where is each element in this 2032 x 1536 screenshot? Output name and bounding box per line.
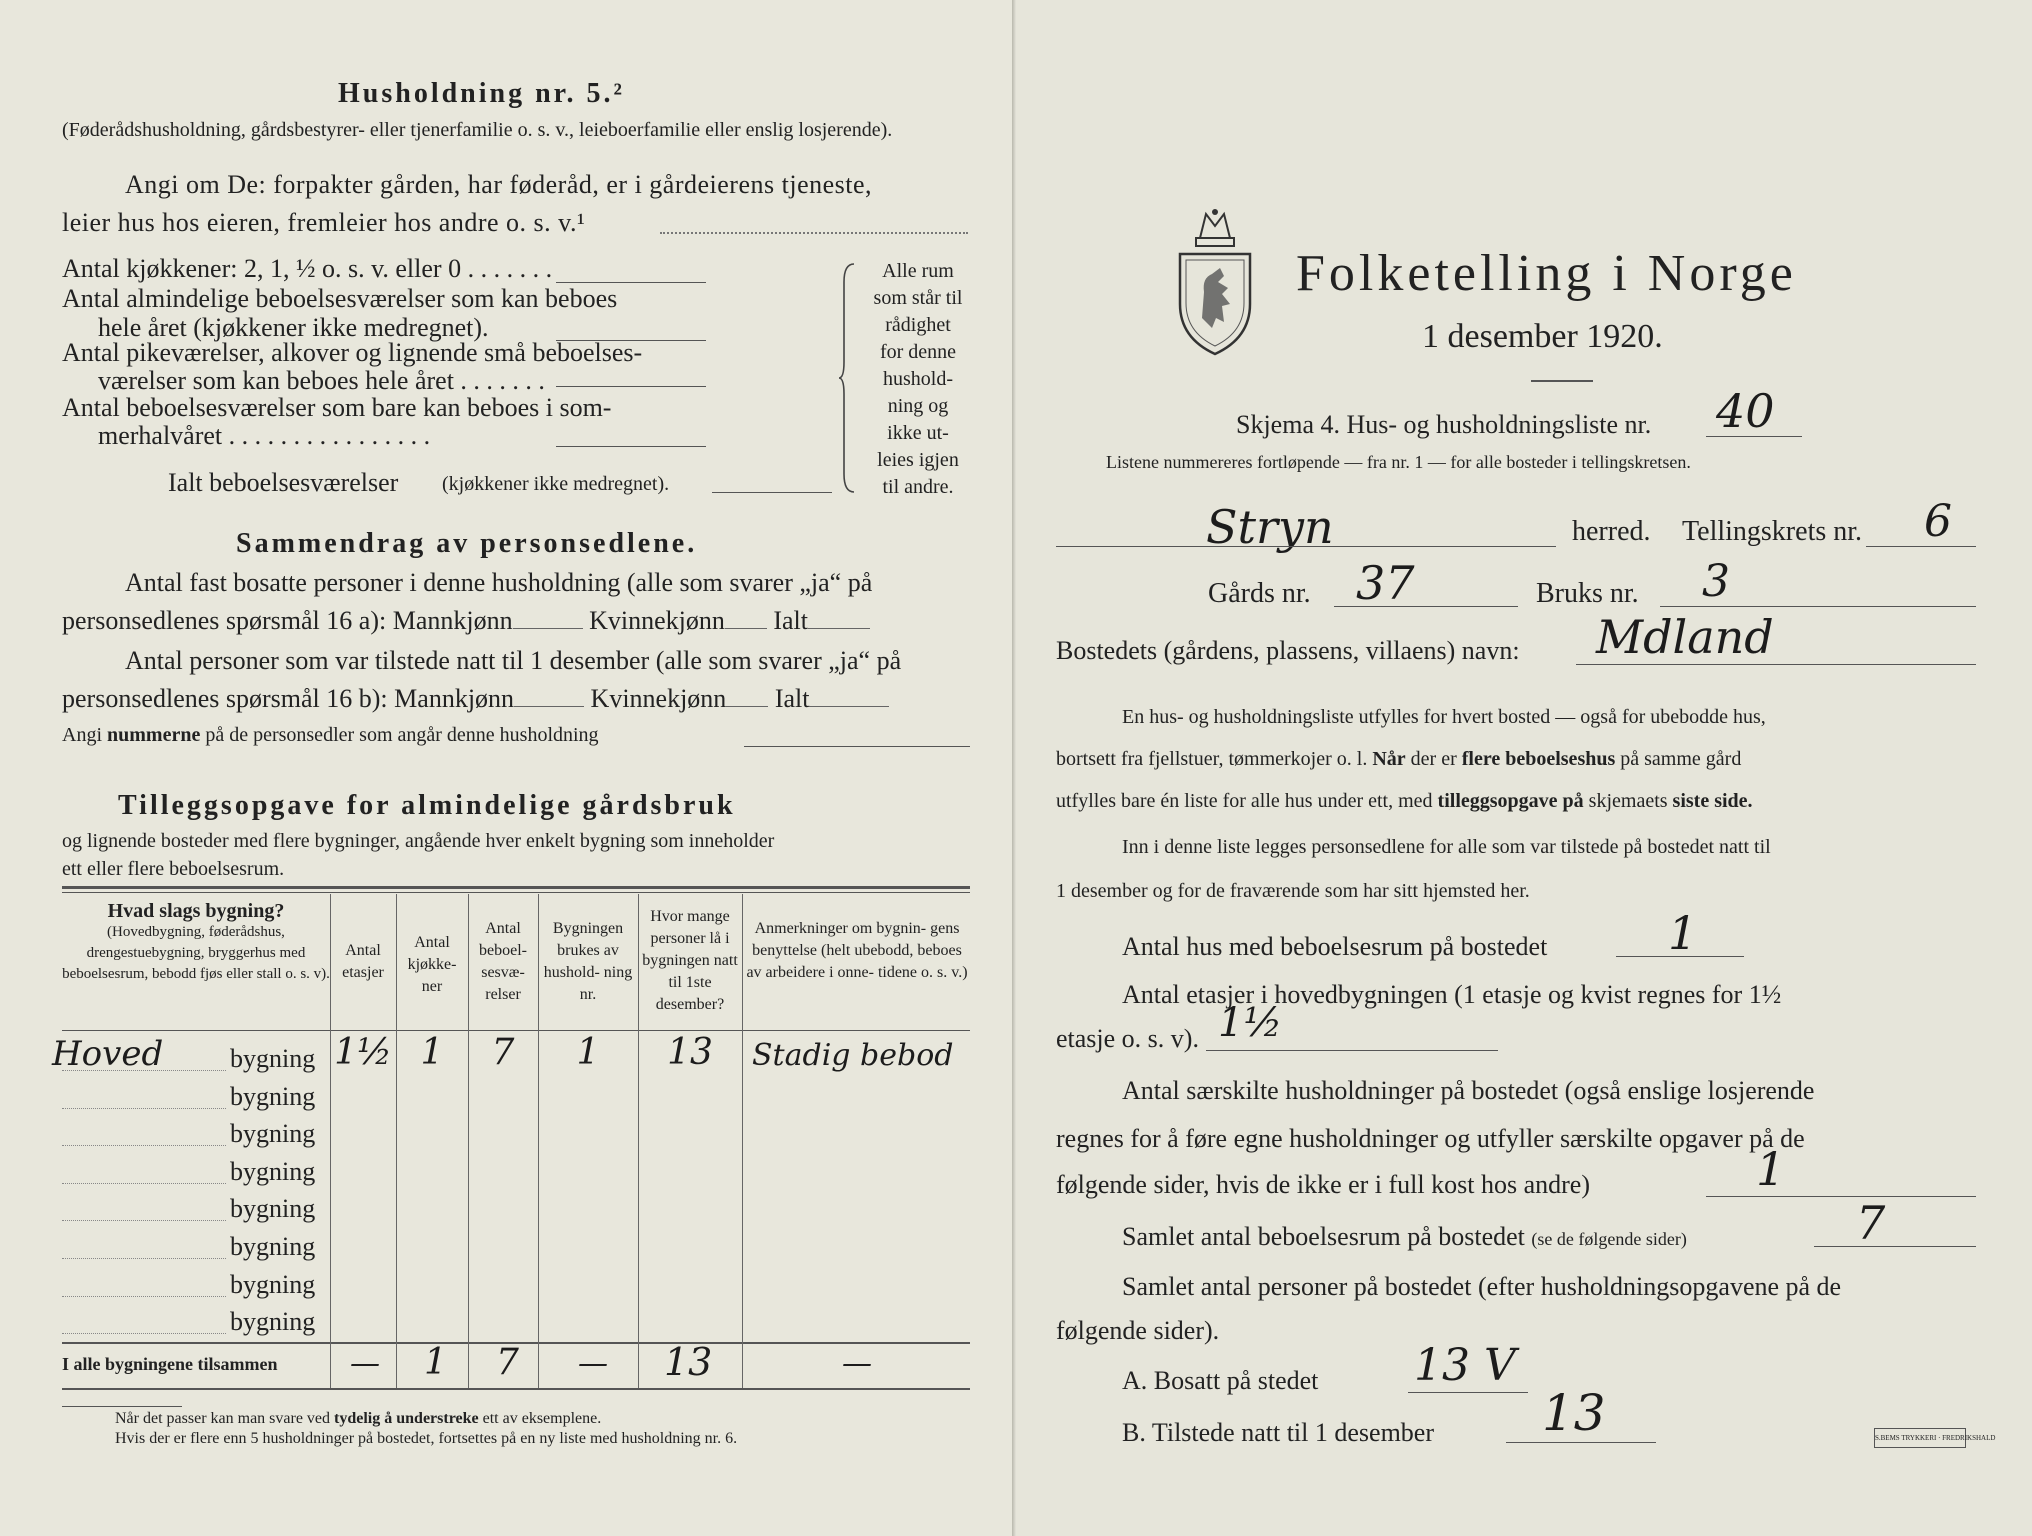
col-header-building-title: Hvad slags bygning?	[107, 900, 285, 922]
table-header-rule	[62, 1030, 970, 1031]
row-fill-line	[62, 1070, 226, 1071]
brace-icon	[838, 262, 860, 494]
instr-3-mid: skjemaets	[1583, 790, 1673, 812]
col-header-kitchens: Antal kjøkke- ner	[407, 934, 457, 995]
row-fill-line	[62, 1183, 226, 1184]
herred-value: Stryn	[1206, 500, 1334, 554]
instruction-2	[1056, 748, 1741, 771]
rooms-total-note: (kjøkkener ikke medregnet).	[442, 473, 670, 495]
footnote-1-post: ett av eksemplene.	[478, 1410, 602, 1427]
footnote-1	[115, 1410, 601, 1428]
answer-line	[1616, 956, 1744, 957]
summary-p1b-label: personsedlenes spørsmål 16 a): Mannkjønn	[62, 606, 513, 635]
row-suffix: bygning	[230, 1307, 316, 1337]
schema-number: 40	[1716, 384, 1775, 438]
side-note-line: ning og	[887, 395, 949, 417]
answer-line	[1506, 1442, 1656, 1443]
numbers-post: på de personsedler som angår denne husholdning	[200, 724, 599, 746]
row-cell: 7	[491, 1032, 515, 1073]
supplement-text-2: ett eller flere beboelsesrum.	[62, 858, 285, 880]
persons-line-1: Samlet antal personer på bostedet (efter husholdningsopgavene på de	[1122, 1272, 1842, 1301]
col-header-remarks: Anmerkninger om bygnin- gens benyttelse (helt ubebodd, beboes av arbeidere i onne- tidene o. s. v.)	[746, 920, 968, 981]
instr-2-pre: bortsett fra fjellstuer, tømmerkojer o. l.	[1056, 748, 1373, 770]
table-row	[0, 1032, 1016, 1078]
rooms-kitchens: Antal kjøkkener: 2, 1, ½ o. s. v. eller 0 . . . . . . .	[62, 254, 553, 283]
households-value: 1	[1756, 1142, 1786, 1196]
side-note-line: som står til	[873, 287, 963, 309]
row-suffix: bygning	[230, 1156, 316, 1186]
households-line-2: regnes for å føre egne husholdninger og utfyller særskilte opgaver på de	[1056, 1124, 1805, 1153]
herred-label: herred.	[1572, 516, 1651, 547]
col-header-household: Bygningen brukes av hushold- ning nr.	[543, 920, 633, 1003]
place-label: Bostedets (gårdens, plassens, villaens) navn:	[1056, 636, 1520, 665]
households-line-3: følgende sider, hvis de ikke er i full kost hos andre)	[1056, 1170, 1590, 1199]
rooms-summer-1: Antal beboelsesværelser som bare kan beboes i som-	[62, 393, 612, 422]
census-title: Folketelling i Norge	[1296, 245, 1797, 302]
row-suffix: bygning	[230, 1269, 316, 1299]
answer-line	[712, 492, 832, 493]
rooms-small-2: værelser som kan beboes hele året . . . . . . .	[98, 366, 545, 395]
right-page	[1016, 0, 2032, 1536]
summary-female-label: Kvinnekjønn	[589, 606, 725, 635]
row-suffix: bygning	[230, 1044, 316, 1073]
col-header-persons: Hvor mange personer lå i bygningen natt til 1ste desember?	[642, 908, 738, 1013]
footnote-1-bold: tydelig å understreke	[334, 1410, 479, 1427]
table-top-rule	[62, 886, 970, 889]
side-note-line: rådighet	[885, 314, 951, 336]
question-line-1: Angi om De: forpakter gården, har føderåd, er i gårdeierens tjeneste,	[125, 170, 873, 199]
row-suffix: bygning	[230, 1194, 316, 1224]
floors-line-1: Antal etasjer i hovedbygningen (1 etasje og kvist regnes for 1½	[1122, 980, 1782, 1009]
rooms-small-1: Antal pikeværelser, alkover og lignende små beboelses-	[62, 338, 643, 367]
total-persons: 13	[664, 1340, 713, 1384]
instruction-5: 1 desember og for de fraværende som har sitt hjemsted her.	[1056, 880, 1530, 902]
side-note-line: leies igjen	[877, 449, 959, 471]
building-name: Hoved	[52, 1034, 164, 1074]
footnote-1-pre: Når det passer kan man svare ved	[115, 1410, 335, 1427]
summary-heading: Sammendrag av personsedlene.	[236, 528, 698, 559]
total-rooms-text: Samlet antal beboelsesrum på bostedet	[1122, 1222, 1525, 1251]
answer-line	[1334, 606, 1518, 607]
total-kitchens: 1	[424, 1342, 447, 1383]
households-line-1: Antal særskilte husholdninger på bostedet (også enslige losjerende	[1122, 1076, 1815, 1105]
table-row	[0, 1115, 1016, 1153]
instruction-1: En hus- og husholdningsliste utfylles for hvert bosted — også for ubebodde hus,	[1122, 706, 1766, 728]
row-cell: 1	[576, 1032, 600, 1073]
rooms-ordinary-1: Antal almindelige beboelsesværelser som kan beboes	[62, 284, 618, 313]
answer-line	[1706, 1196, 1976, 1197]
resident-value: 13 V	[1414, 1340, 1516, 1391]
instruction-3	[1056, 790, 1753, 813]
side-note-line: for denne	[879, 341, 957, 363]
col-header-floors: Antal etasjer	[342, 942, 384, 981]
floors-line-2: etasje o. s. v).	[1056, 1024, 1199, 1053]
row-fill-line	[62, 1145, 226, 1146]
answer-line	[556, 386, 706, 387]
summary-p2a: Antal personer som var tilstede natt til 1 desember (alle som svarer „ja“ på	[125, 646, 902, 675]
schema-label: Skjema 4. Hus- og husholdningsliste nr.	[1236, 410, 1652, 439]
answer-line	[744, 746, 970, 747]
answer-line	[1056, 546, 1556, 547]
rooms-total-label: Ialt beboelsesværelser	[168, 468, 399, 497]
place-value: Mdland	[1596, 610, 1774, 664]
row-suffix: bygning	[230, 1232, 316, 1261]
answer-line	[1408, 1392, 1528, 1393]
footnote-2: Hvis der er flere enn 5 husholdninger på bostedet, fortsettes på en ny liste med husholdning nr. 6.	[115, 1430, 738, 1447]
numbers-bold: nummerne	[107, 724, 201, 746]
total-remarks: —	[842, 1346, 872, 1381]
summary-p1a: Antal fast bosatte personer i denne husholdning (alle som svarer „ja“ på	[125, 568, 873, 597]
row-suffix: bygning	[230, 1119, 316, 1149]
rooms-summer-2: merhalvåret . . . . . . . . . . . . . . . .	[98, 421, 431, 450]
answer-line	[1206, 1050, 1498, 1051]
present-label: B. Tilstede natt til 1 desember	[1122, 1418, 1434, 1447]
answer-line	[1866, 546, 1976, 547]
table-top-rule-2	[62, 892, 970, 893]
gard-label: Gårds nr.	[1208, 578, 1311, 609]
instr-2-bold1: Når	[1372, 748, 1406, 770]
row-cell: Stadig bebod	[752, 1038, 954, 1073]
persons-line-2: følgende sider).	[1056, 1316, 1220, 1345]
row-fill-line	[62, 1220, 226, 1221]
row-fill-line	[62, 1333, 226, 1334]
side-note-line: hushold-	[883, 368, 953, 390]
gard-value: 37	[1356, 556, 1415, 610]
bruk-label: Bruks nr.	[1536, 578, 1639, 609]
instr-2-mid: der er	[1405, 748, 1462, 770]
summary-numbers	[62, 724, 599, 747]
summary-p2b	[62, 684, 889, 714]
row-fill-line	[62, 1258, 226, 1259]
table-row	[0, 1153, 1016, 1191]
census-date: 1 desember 1920.	[1422, 318, 1663, 355]
bruk-value: 3	[1702, 556, 1730, 607]
summary-total-label: Ialt	[773, 606, 809, 635]
answer-line	[556, 446, 706, 447]
supplement-text-1: og lignende bosteder med flere bygninger, angående hver enkelt bygning som inneholder	[62, 830, 775, 852]
footnote-rule	[62, 1406, 182, 1407]
side-note-line: ikke ut-	[887, 422, 949, 444]
answer-line	[1814, 1246, 1976, 1247]
col-header-building-sub: (Hovedbygning, føderådshus, drengestuebygning, bryggerhus med beboelsesrum, bebodd fjøs eller stall o. s. v).	[62, 924, 330, 982]
table-row	[0, 1078, 1016, 1116]
row-fill-line	[62, 1108, 226, 1109]
question-line-2: leier hus hos eieren, fremleier hos andre o. s. v.¹	[62, 208, 586, 237]
floors-value: 1½	[1218, 1000, 1283, 1046]
summary-p2b-label: personsedlenes spørsmål 16 b): Mannkjønn	[62, 684, 515, 713]
table-row	[0, 1190, 1016, 1228]
table-row	[0, 1303, 1016, 1341]
resident-label: A. Bosatt på stedet	[1122, 1366, 1319, 1395]
row-cell: 1½	[334, 1032, 392, 1073]
instr-3-bold2: siste side.	[1672, 790, 1753, 812]
title-rule	[1531, 380, 1593, 382]
printer-stamp: S.BEMS TRYKKERI · FREDRIKSHALD	[1874, 1428, 1966, 1448]
question-answer-line	[660, 232, 968, 234]
numbering-note: Listene nummereres fortløpende — fra nr. 1 — for alle bosteder i tellingskretsen.	[1106, 452, 1691, 472]
instr-3-bold: tilleggsopgave på	[1437, 790, 1584, 812]
krets-value: 6	[1924, 496, 1952, 547]
household-title: Husholdning nr. 5.²	[338, 78, 625, 109]
total-household: —	[578, 1346, 608, 1381]
numbers-pre: Angi	[62, 724, 107, 746]
rooms-ordinary-2: hele året (kjøkkener ikke medregnet).	[98, 313, 489, 342]
instr-2-post: på samme gård	[1615, 748, 1742, 770]
table-row	[0, 1228, 1016, 1266]
summary-total-label: Ialt	[774, 684, 810, 713]
col-header-rooms: Antal beboel- sesvæ- relser	[479, 920, 527, 1003]
table-bottom-rule	[62, 1388, 970, 1390]
present-value: 13	[1542, 1384, 1606, 1442]
total-rooms-note: (se de følgende sider)	[1531, 1229, 1687, 1249]
answer-line	[1706, 436, 1802, 437]
instruction-4: Inn i denne liste legges personsedlene for alle som var tilstede på bostedet natt til	[1122, 836, 1771, 858]
instr-2-bold2: flere beboelseshus	[1461, 748, 1616, 770]
total-floors: —	[350, 1346, 380, 1381]
col-header-building	[62, 900, 330, 985]
household-note: (Føderådshusholdning, gårdsbestyrer- eller tjenerfamilie o. s. v., leieboerfamilie eller enslig losjerende).	[62, 119, 893, 141]
side-note	[866, 258, 970, 501]
side-note-line: til andre.	[882, 476, 954, 498]
row-cell: 1	[420, 1032, 444, 1073]
answer-line	[1576, 664, 1976, 665]
row-cell: 13	[667, 1032, 713, 1073]
side-note-line: Alle rum	[882, 260, 954, 282]
total-rooms-value: 7	[1856, 1196, 1886, 1250]
total-rooms-label	[1122, 1222, 1687, 1252]
instr-3-pre: utfylles bare én liste for alle hus under ett, med	[1056, 790, 1438, 812]
row-suffix: bygning	[230, 1081, 316, 1111]
answer-line	[556, 340, 706, 341]
houses-label: Antal hus med beboelsesrum på bostedet	[1122, 932, 1548, 961]
summary-female-label: Kvinnekjønn	[590, 684, 727, 713]
krets-label: Tellingskrets nr.	[1682, 516, 1863, 547]
answer-line	[556, 282, 706, 283]
houses-value: 1	[1668, 906, 1698, 960]
row-fill-line	[62, 1296, 226, 1297]
table-row	[0, 1266, 1016, 1304]
summary-p1b	[62, 606, 870, 636]
supplement-heading: Tilleggsopgave for almindelige gårdsbruk	[118, 790, 736, 821]
total-rooms: 7	[496, 1342, 519, 1383]
answer-line	[1660, 606, 1976, 607]
total-row-label: I alle bygningene tilsammen	[62, 1354, 278, 1374]
coat-of-arms-icon	[1172, 208, 1258, 356]
